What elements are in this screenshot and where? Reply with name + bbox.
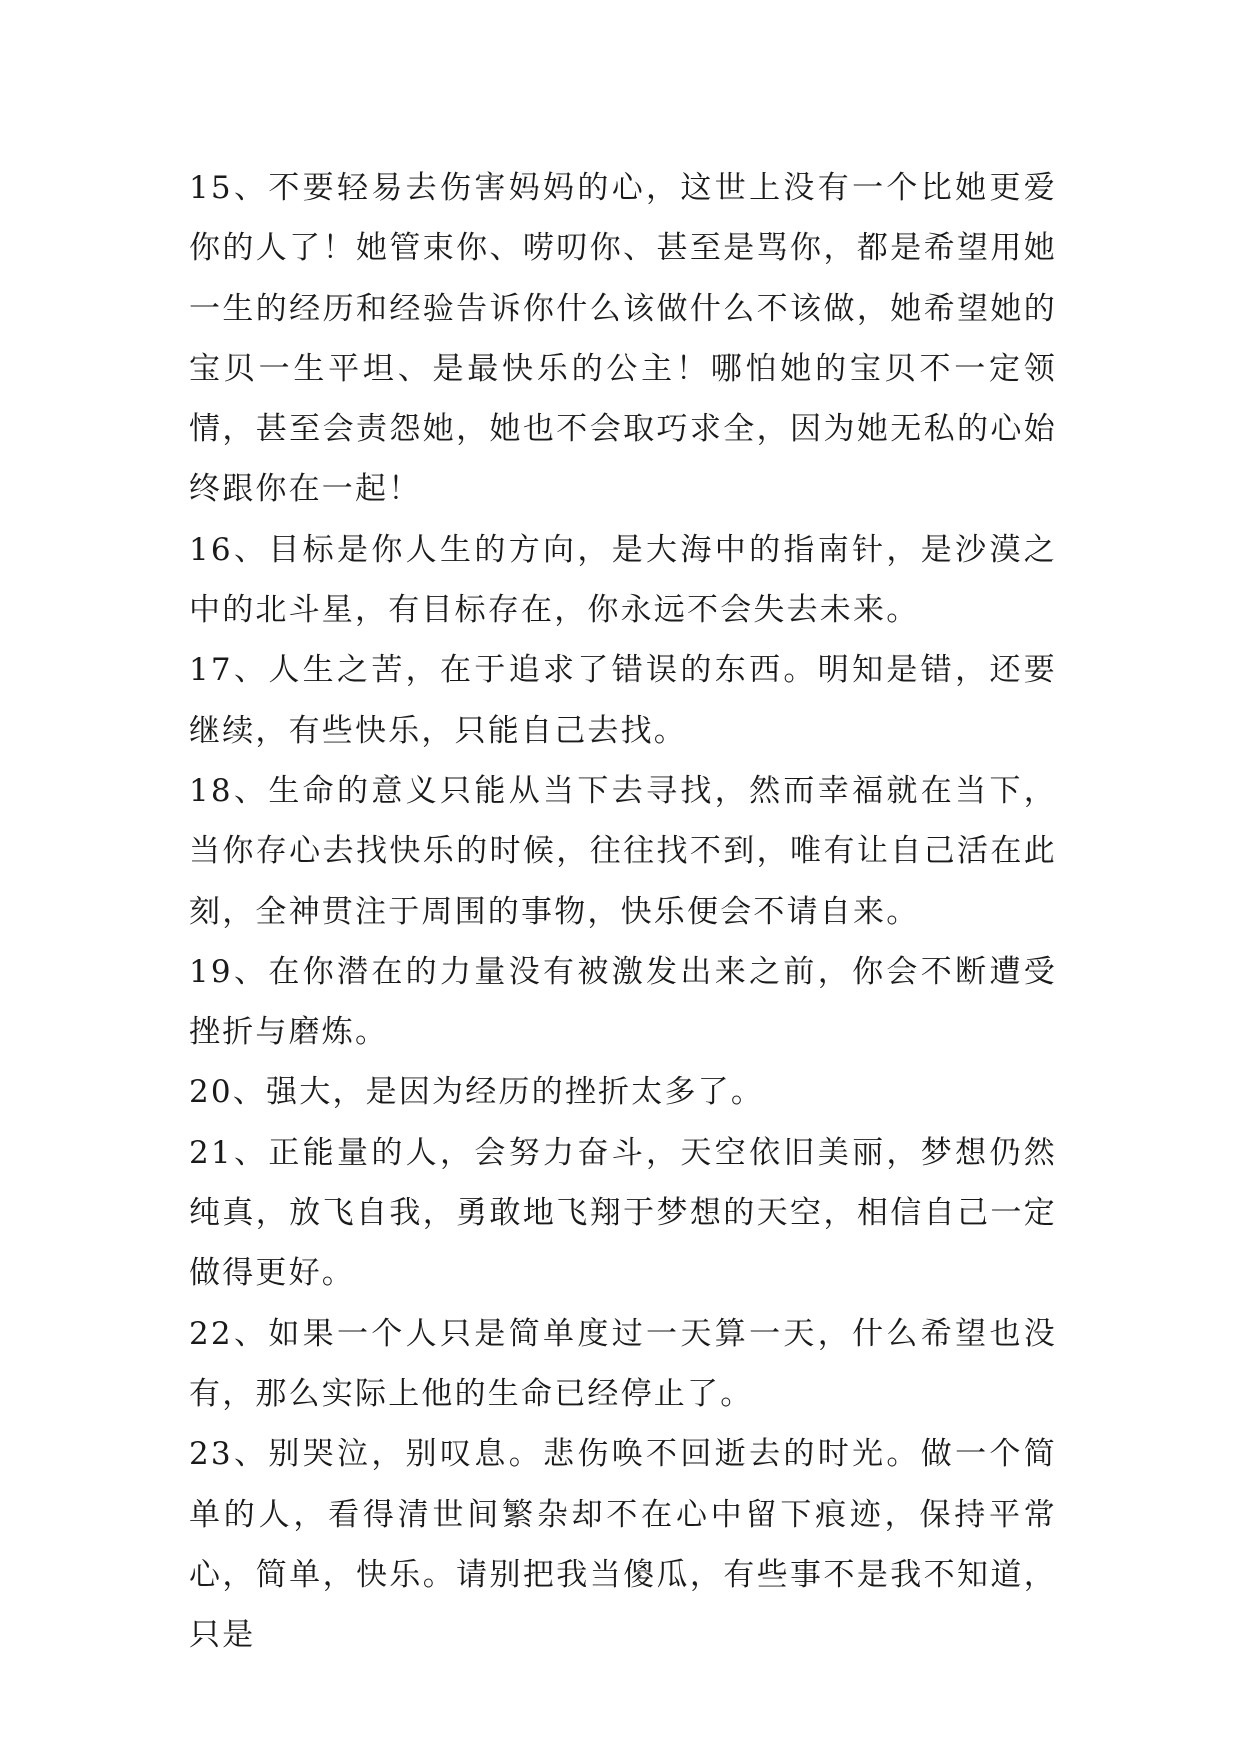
paragraph-16: 16、目标是你人生的方向，是大海中的指南针，是沙漠之中的北斗星，有目标存在，你永远不会失去未来。 [189, 531, 1057, 629]
paragraph-19: 19、在你潜在的力量没有被激发出来之前，你会不断遭受挫折与磨炼。 [189, 953, 1057, 1051]
document-body [189, 158, 1057, 1665]
paragraph-22: 22、如果一个人只是简单度过一天算一天，什么希望也没有，那么实际上他的生命已经停止了。 [189, 1315, 1057, 1412]
paragraph-17: 17、人生之苦，在于追求了错误的东西。明知是错，还要继续，有些快乐，只能自己去找。 [189, 652, 1057, 749]
paragraph-18: 18、生命的意义只能从当下去寻找，然而幸福就在当下，当你存心去找快乐的时候，往往找不到，唯有让自己活在此刻，全神贯注于周围的事物，快乐便会不请自来。 [189, 772, 1057, 930]
paragraph-15: 15、不要轻易去伤害妈妈的心，这世上没有一个比她更爱你的人了！她管束你、唠叨你、甚至是骂你，都是希望用她一生的经历和经验告诉你什么该做什么不该做，她希望她的宝贝一生平坦、是最快乐的公主！哪怕她的宝贝不一定领情，甚至会责怨她，她也不会取巧求全，因为她无私的心始终跟你在一起！ [189, 170, 1057, 508]
paragraph-21: 21、正能量的人，会努力奋斗，天空依旧美丽，梦想仍然纯真，放飞自我，勇敢地飞翔于梦想的天空，相信自己一定做得更好。 [189, 1134, 1057, 1292]
paragraph-23: 23、别哭泣，别叹息。悲伤唤不回逝去的时光。做一个简单的人，看得清世间繁杂却不在心中留下痕迹，保持平常心，简单，快乐。请别把我当傻瓜，有些事不是我不知道，只是 [189, 1436, 1057, 1654]
paragraph-20: 20、强大，是因为经历的挫折太多了。 [189, 1074, 765, 1111]
